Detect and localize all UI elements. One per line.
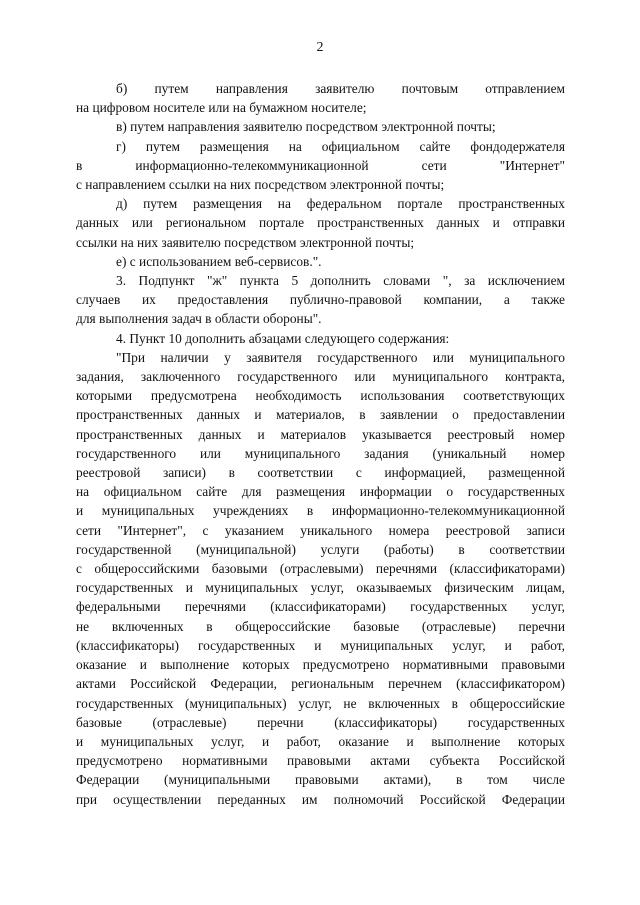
text-line: 4. Пункт 10 дополнить абзацами следующего содержания:	[116, 330, 450, 346]
text-line: пространственных данных и материалов, в заявлении о предоставлении	[76, 407, 565, 423]
text-line: данных или региональном портале пространственных данных и отправки	[76, 215, 565, 231]
text-line: д) путем размещения на федеральном портале пространственных	[116, 196, 565, 212]
text-line: и муниципальных услуг, и работ, оказание и выполнение которых	[76, 733, 565, 749]
text-line: не включенных в общероссийские базовые (отраслевые) перечни	[76, 618, 565, 634]
text-line: е) с использованием веб-сервисов.".	[116, 253, 322, 269]
text-line: задания, заключенного государственного или муниципального контракта,	[76, 369, 565, 385]
text-line: случаев их предоставления публично-правовой компании, а также	[76, 292, 565, 308]
text-line: государственной (муниципальной) услуги (работы) в соответствии	[76, 541, 565, 557]
text-line: с общероссийскими базовыми (отраслевыми) перечнями (классификаторами)	[76, 561, 565, 577]
text-line: Федерации (муниципальными правовыми актами), в том числе	[76, 772, 565, 788]
text-line: при осуществлении переданных им полномочий Российской Федерации	[76, 791, 565, 807]
text-line: с направлением ссылки на них посредством электронной почты;	[76, 177, 445, 193]
text-line: которыми предусмотрена необходимость использования соответствующих	[76, 388, 565, 404]
text-line: сети "Интернет", с указанием уникального номера реестровой записи	[76, 522, 565, 538]
text-line: (классификаторы) государственных и муниципальных услуг, и работ,	[76, 637, 565, 653]
text-line: оказание и выполнение которых предусмотрено нормативными правовыми	[76, 657, 565, 673]
text-line: государственного или муниципального задания (уникальный номер	[76, 445, 565, 461]
text-line: ссылки на них заявителю посредством электронной почты;	[76, 234, 415, 250]
text-line: г) путем размещения на официальном сайте фондодержателя	[116, 138, 565, 154]
text-line: "При наличии у заявителя государственного или муниципального	[116, 349, 565, 365]
text-line: в) путем направления заявителю посредством электронной почты;	[116, 119, 496, 135]
text-line: 3. Подпункт "ж" пункта 5 дополнить словами ", за исключением	[116, 273, 565, 289]
text-line: в информационно-телекоммуникационной сети "Интернет"	[76, 157, 565, 173]
text-line: федеральными перечнями (классификаторами) государственных услуг,	[76, 599, 565, 615]
text-line: предусмотрено нормативными правовыми актами субъекта Российской	[76, 753, 565, 769]
text-line: на официальном сайте для размещения информации о государственных	[76, 484, 565, 500]
text-line: государственных и муниципальных услуг, оказываемых физическим лицам,	[76, 580, 565, 596]
document-body	[76, 79, 565, 809]
text-line: и муниципальных учреждениях в информационно-телекоммуникационной	[76, 503, 565, 519]
page-number: 2	[316, 40, 324, 55]
text-line: для выполнения задач в области обороны".	[76, 311, 322, 327]
text-line: б) путем направления заявителю почтовым отправлением	[116, 81, 565, 96]
text-line: государственных (муниципальных) услуг, не включенных в общероссийские	[76, 695, 565, 711]
text-line: актами Российской Федерации, региональным перечнем (классификатором)	[76, 676, 565, 692]
text-line: реестровой записи) в соответствии с информацией, размещенной	[76, 465, 565, 481]
text-line: пространственных данных и материалов указывается реестровый номер	[76, 426, 565, 442]
text-line: на цифровом носителе или на бумажном носителе;	[76, 100, 367, 116]
text-line: базовые (отраслевые) перечни (классификаторы) государственных	[76, 714, 565, 730]
